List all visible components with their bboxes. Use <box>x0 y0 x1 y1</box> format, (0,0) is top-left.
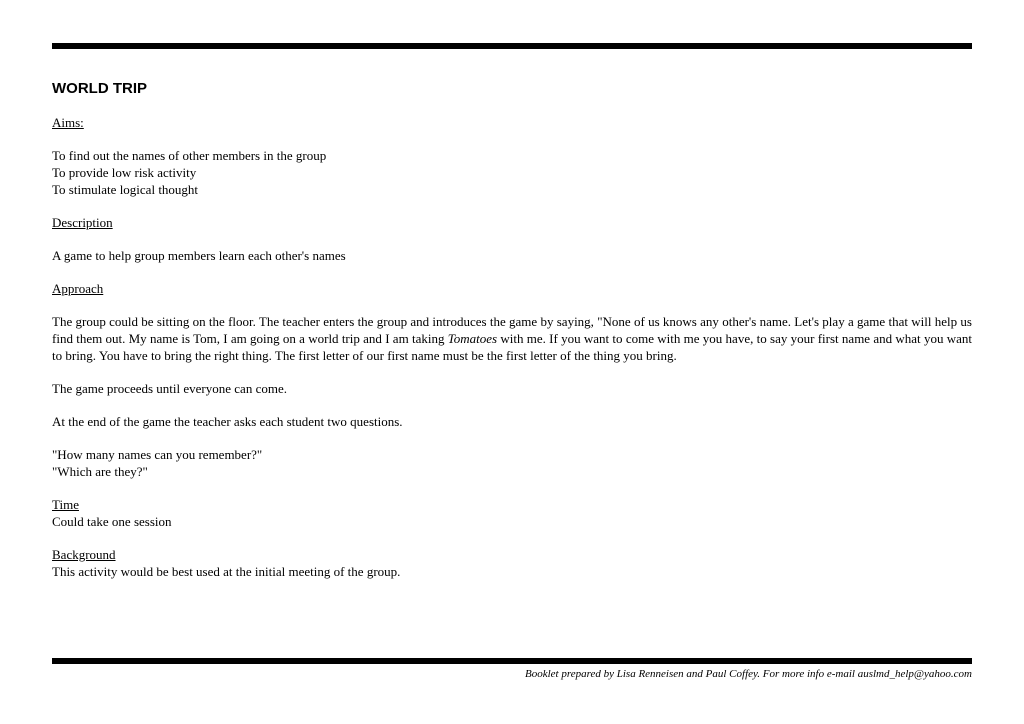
aims-item: To stimulate logical thought <box>52 182 199 197</box>
aims-item: To provide low risk activity <box>52 165 197 180</box>
question: "How many names can you remember?" <box>52 447 263 462</box>
document-body <box>52 80 972 580</box>
description-text: A game to help group members learn each other's names <box>52 248 346 263</box>
approach-proceeds: The game proceeds until everyone can come. <box>52 381 287 396</box>
description-heading: Description <box>52 215 113 230</box>
background-text: This activity would be best used at the initial meeting of the group. <box>52 564 401 579</box>
page-title: WORLD TRIP <box>52 80 147 97</box>
top-rule <box>52 43 972 49</box>
time-heading: Time <box>52 497 79 512</box>
approach-text: The group could be sitting on the floor. The teacher enters the group and introduces the game by saying, "None of us knows any other's name. Let's play a game that will help us find them out. My name is Tom, I am going on a world trip and I am taking <box>52 314 972 346</box>
background-heading: Background <box>52 547 116 562</box>
footer-credit: Booklet prepared by Lisa Renneisen and Paul Coffey. For more info e-mail auslmd_help@yahoo.com <box>525 668 972 680</box>
approach-end: At the end of the game the teacher asks each student two questions. <box>52 414 403 429</box>
time-text: Could take one session <box>52 514 172 529</box>
aims-item: To find out the names of other members in the group <box>52 148 327 163</box>
aims-heading: Aims: <box>52 115 84 130</box>
approach-paragraph <box>52 313 972 364</box>
approach-italic: Tomatoes <box>447 331 498 346</box>
question: "Which are they?" <box>52 464 148 479</box>
approach-heading: Approach <box>52 281 104 296</box>
approach-text: with me. If you want to come with me you have, to say your first name and what you want to bring. You have to bring the right thing. The first letter of our first name must be the first letter of the thing you bring. <box>52 331 972 363</box>
bottom-rule <box>52 658 972 664</box>
